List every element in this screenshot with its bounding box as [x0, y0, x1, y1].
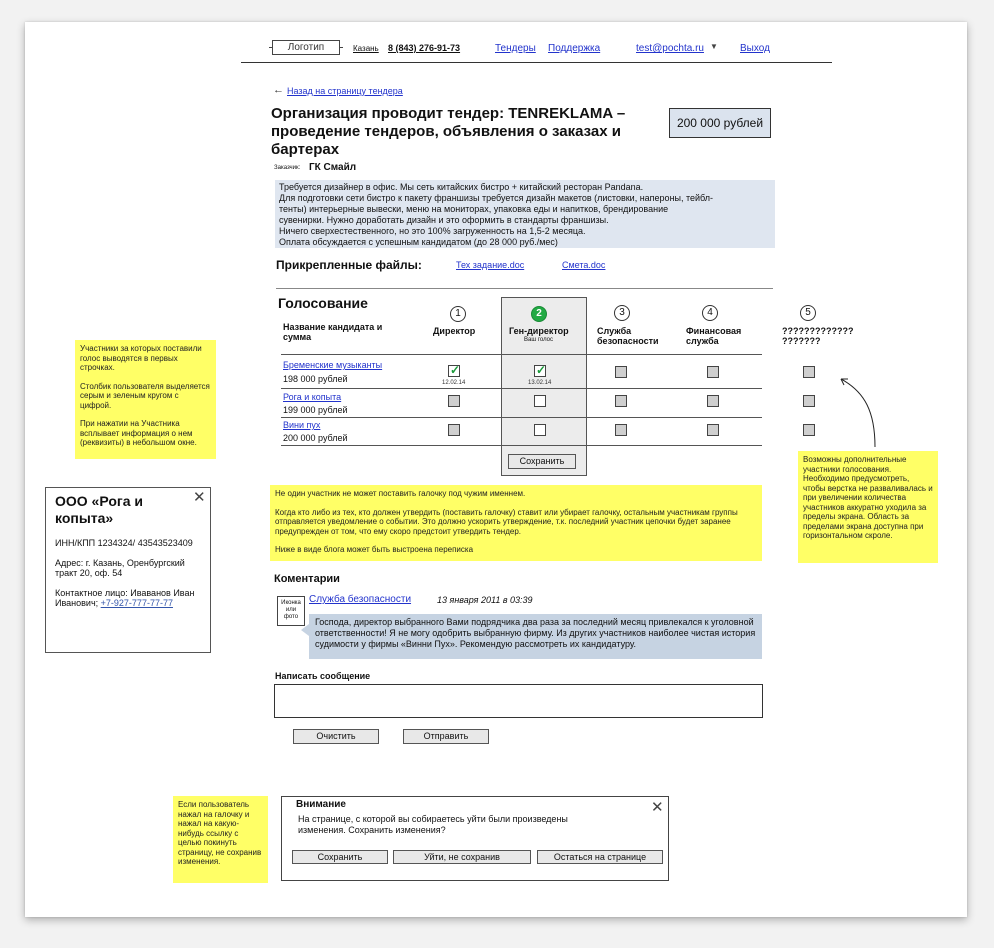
vote-checkbox [615, 395, 627, 407]
company-address: Адрес: г. Казань, Оренбургский тракт 20, оф. 54 [55, 557, 185, 578]
dialog-save-button[interactable]: Сохранить [292, 850, 388, 864]
vote-checkbox [615, 424, 627, 436]
avatar: Иконка или фото [277, 596, 305, 626]
row-divider [281, 354, 762, 355]
voter-label: Служба безопасности [597, 326, 659, 346]
page-title: Организация проводит тендер: TENREKLAMA – проведение тендеров, объявления о заказах и бартерах [271, 105, 626, 158]
dialog-text: На странице, с которой вы собираетесь уйти были произведены изменения. Сохранить изменения? [298, 814, 568, 835]
candidate-header: Название кандидата и сумма [283, 322, 383, 342]
note-text: Ниже в виде блога может быть выстроена переписка [275, 545, 474, 554]
note-voting-rules [270, 485, 762, 561]
dialog-title: Внимание [296, 799, 346, 810]
desc-line: сувенирки. Нужно доработать дизайн и это оформить в стандарты франшизы. [279, 215, 609, 225]
clear-button[interactable]: Очистить [293, 729, 379, 744]
vote-checkbox[interactable] [534, 424, 546, 436]
company-info-popup [45, 487, 211, 653]
candidate-link[interactable]: Вини пух [283, 420, 321, 430]
dialog-stay-button[interactable]: Остаться на странице [537, 850, 663, 864]
note-text: При нажатии на Участника всплывает информация о нем (реквизиты) в небольшом окне. [80, 419, 197, 447]
note-voting-order [75, 340, 216, 459]
vote-checkbox [448, 395, 460, 407]
contact-name: Контактное лицо: Иваванов Иван Иванович; [55, 587, 195, 608]
phone: 8 (843) 276-91-73 [388, 43, 461, 53]
comment-pointer [301, 624, 309, 636]
desc-line: Ничего сверхестественного, но это 100% загруженность на 1,5-2 месяца. [279, 226, 586, 236]
candidate-link[interactable]: Рога и копыта [283, 392, 342, 402]
back-link[interactable]: Назад на страницу тендера [287, 86, 403, 96]
candidate-sum: 198 000 рублей [283, 374, 348, 384]
voting-divider [276, 288, 773, 289]
close-icon[interactable]: ✕ [651, 799, 664, 816]
row-divider [281, 445, 762, 446]
voter-label: Директор [433, 326, 476, 336]
arrow-left-icon: ← [273, 84, 284, 96]
vote-checkbox [615, 366, 627, 378]
message-input[interactable] [274, 684, 763, 718]
comment-text: Господа, директор выбранного Вами подрядчика два раза за последний месяц привлекался к уголовной ответственности! Я не могу одобрить выбранную фирму. Из других участников наиболее чистая история судимости у фирмы «Винни Пух». Рекомендую рассмотреть их кандидатуру. [309, 614, 762, 659]
note-text: Столбик пользователя выделяется серым и зеленым кругом с цифрой. [80, 381, 210, 410]
note-text: Участники за которых поставили голос выводятся в первых строчках. [80, 344, 202, 372]
chevron-down-icon[interactable]: ▼ [710, 42, 718, 51]
vote-checkbox [803, 424, 815, 436]
note-text: Когда кто либо из тех, кто должен утвердить (поставить галочку) ставит или убирает галочку, остальным участникам группы отправляется уведомление о событии. Это должно ускорить утверждение, т.к. последний участник цепочки будет заранее предупрежден от том, что ему скоро предстоит утвердить тендер. [275, 507, 738, 536]
header-divider [241, 62, 832, 63]
vote-date: 13.02.14 [528, 380, 552, 386]
nav-tenders[interactable]: Тендеры [495, 43, 536, 54]
voting-title: Голосование [278, 295, 368, 311]
vote-checkbox [448, 365, 460, 377]
vote-date: 12.02.14 [442, 380, 466, 386]
note-extra-voters: Возможны дополнительные участники голосования. Необходимо предусмотреть, чтобы верстка не разваливалась и при увеличении количества участников аккуратно уходила за пределы экрана. Область за пределами экрана доступна при горизонтальном скроле. [798, 451, 938, 563]
row-divider [281, 388, 762, 389]
write-message-label: Написать сообщение [275, 671, 371, 681]
comments-title: Коментарии [274, 573, 340, 585]
voter-number-current: 2 [531, 306, 547, 322]
desc-line: Оплата обсуждается с успешным кандидатом (до 28 000 руб./мес) [279, 237, 558, 247]
customer-name: ГК Смайл [309, 162, 357, 173]
comment-date: 13 января 2011 в 03:39 [437, 595, 533, 605]
vote-checkbox [448, 424, 460, 436]
voter-label: Ген-директор [509, 326, 569, 336]
save-votes-button[interactable]: Сохранить [508, 454, 576, 469]
logo[interactable]: Логотип [272, 40, 340, 55]
voter-label: ????????????? ??????? [782, 326, 854, 346]
note-text: Не один участник не может поставить галочку под чужим именнем. [275, 489, 526, 498]
vote-checkbox[interactable] [534, 395, 546, 407]
candidate-sum: 200 000 рублей [283, 433, 348, 443]
desc-line: Для подготовки сети бистро к пакету франшизы требуется дизайн макетов (листовки, напероны, тейбл- [279, 193, 714, 203]
company-name: ООО «Рога и копыта» [55, 493, 143, 526]
vote-checkbox [707, 366, 719, 378]
vote-checkbox [707, 424, 719, 436]
company-inn: ИНН/КПП 1234324/ 43543523409 [55, 538, 193, 548]
price-badge: 200 000 рублей [669, 108, 771, 138]
vote-checkbox[interactable] [534, 365, 546, 377]
voter-label: Финансовая служба [686, 326, 742, 346]
voter-number: 3 [614, 305, 630, 321]
voter-number: 5 [800, 305, 816, 321]
vote-checkbox [803, 366, 815, 378]
customer-label: Заказчик: [274, 165, 301, 171]
annotation-arrow [835, 372, 885, 452]
file-link[interactable]: Смета.doc [562, 260, 606, 270]
send-button[interactable]: Отправить [403, 729, 489, 744]
vote-checkbox [803, 395, 815, 407]
files-label: Прикрепленные файлы: [276, 258, 422, 272]
email-link[interactable]: test@pochta.ru [636, 43, 704, 54]
voter-number: 1 [450, 306, 466, 322]
tender-description [275, 180, 775, 248]
dialog-leave-button[interactable]: Уйти, не сохранив [393, 850, 531, 864]
unsaved-changes-dialog [281, 796, 669, 881]
your-vote-label: Ваш голос [524, 337, 553, 343]
row-divider [281, 417, 762, 418]
file-link[interactable]: Тех задание.doc [456, 260, 525, 270]
voter-number: 4 [702, 305, 718, 321]
comment-author-link[interactable]: Служба безопасности [309, 594, 412, 605]
vote-checkbox [707, 395, 719, 407]
close-icon[interactable]: ✕ [193, 489, 206, 506]
nav-support[interactable]: Поддержка [548, 43, 601, 54]
note-leave-page: Если пользователь нажал на галочку и нажал на какую-нибудь ссылку с целью покинуть страницу, не сохранив изменения. [173, 796, 268, 883]
current-user-column [501, 297, 587, 476]
city-link[interactable]: Казань [353, 44, 379, 53]
company-contact [55, 588, 201, 609]
desc-line: Требуется дизайнер в офис. Мы сеть китайских бистро + китайский ресторан Pandana. [279, 182, 644, 192]
candidate-link[interactable]: Бременские музыканты [283, 360, 383, 370]
desc-line: тенты) интерьерные вывески, меню на мониторах, упаковка еды и напитков, брендирование [279, 204, 669, 214]
contact-phone[interactable]: +7-927-777-77-77 [100, 598, 173, 608]
logout-link[interactable]: Выход [740, 43, 770, 54]
candidate-sum: 199 000 рублей [283, 405, 348, 415]
